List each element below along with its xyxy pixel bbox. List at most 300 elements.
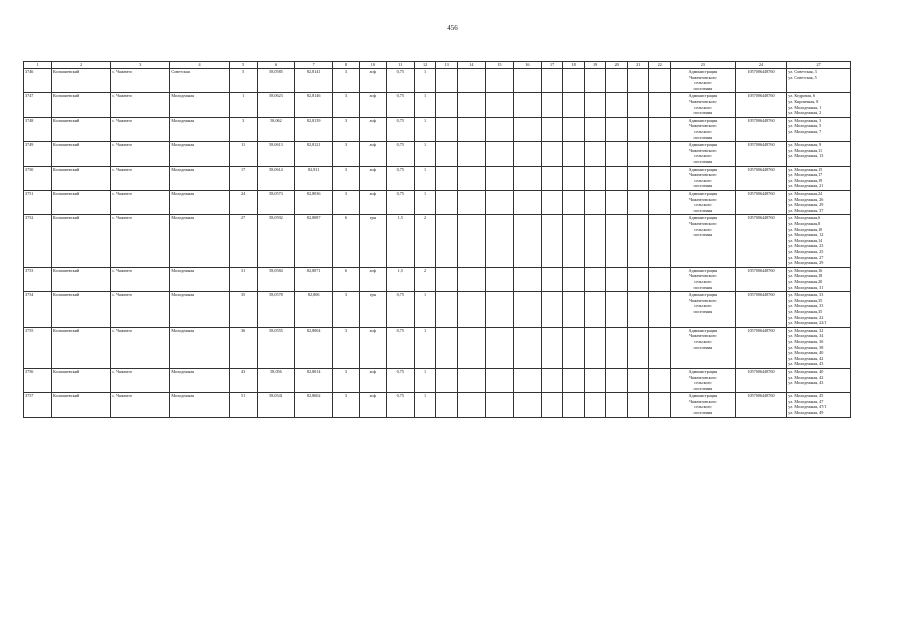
volume-cell: 0,75	[386, 368, 414, 392]
table-row	[24, 166, 851, 190]
column-number: 24	[735, 62, 787, 69]
column-number: 17	[541, 62, 563, 69]
table-row	[24, 142, 851, 166]
address-cell-line: ул. Молодежная, 40	[788, 368, 824, 374]
latitude-cell: 58,0573	[257, 190, 295, 214]
admin-cell	[671, 267, 736, 291]
volume-cell: 0,75	[386, 93, 414, 117]
surface-type-cell: грн	[359, 292, 386, 328]
admin-cell-line: Администрация	[688, 142, 718, 148]
address-cell	[787, 93, 851, 117]
street-cell: Молодежная	[170, 117, 229, 141]
row-id-cell: 3746	[24, 69, 52, 93]
district-cell: Колпашевский	[51, 117, 110, 141]
empty-cell	[457, 93, 485, 117]
admin-cell-line: поселения	[693, 85, 713, 91]
surface-type-cell: асф	[359, 368, 386, 392]
inn-cell: 1057006448760	[735, 368, 787, 392]
admin-cell-line: поселения	[693, 385, 713, 391]
empty-cell	[485, 267, 513, 291]
empty-cell	[563, 93, 585, 117]
admin-cell-line: сельского	[694, 380, 712, 386]
empty-cell	[485, 215, 513, 267]
address-cell-line: ул. Молодежная, 33	[788, 292, 824, 298]
volume-cell: 0,75	[386, 292, 414, 328]
village-cell: с. Чажемто	[111, 117, 170, 141]
empty-cell	[649, 327, 671, 368]
container-count-cell: 1	[414, 292, 436, 328]
admin-cell-line: Чажемтовского	[689, 333, 717, 339]
empty-cell	[513, 93, 541, 117]
empty-cell	[513, 117, 541, 141]
column-number: 18	[563, 62, 585, 69]
address-cell-line: ул. Молодежная, 1	[788, 104, 822, 110]
empty-cell	[541, 267, 563, 291]
address-cell-line: ул. Молодежная, 47/1	[788, 404, 827, 410]
column-number: 20	[606, 62, 628, 69]
column-number: 16	[513, 62, 541, 69]
admin-cell-line: сельского	[694, 80, 712, 86]
column-number-header	[24, 62, 851, 69]
inn-cell: 1057006448760	[735, 93, 787, 117]
empty-cell	[606, 267, 628, 291]
empty-cell	[563, 393, 585, 417]
volume-cell: 1,5	[386, 215, 414, 267]
address-cell-line: ул. Молодежная, 34	[788, 333, 824, 339]
empty-cell	[563, 267, 585, 291]
admin-cell	[671, 327, 736, 368]
column-number: 15	[485, 62, 513, 69]
address-cell-line: ул. Молодежная, 23	[788, 243, 824, 249]
column-number: 6	[257, 62, 295, 69]
admin-cell-line: Администрация	[688, 215, 718, 221]
container-count-cell: 1	[414, 93, 436, 117]
table-row	[24, 215, 851, 267]
empty-cell	[436, 69, 458, 93]
volume-cell: 0,75	[386, 166, 414, 190]
empty-cell	[563, 166, 585, 190]
empty-cell	[457, 142, 485, 166]
longitude-cell: 82,8121	[295, 142, 333, 166]
village-cell: с. Чажемто	[111, 393, 170, 417]
latitude-cell: 58,0555	[257, 327, 295, 368]
empty-cell	[513, 142, 541, 166]
inn-cell: 1057006448760	[735, 267, 787, 291]
column-number: 19	[584, 62, 606, 69]
empty-cell	[627, 117, 649, 141]
admin-cell-line: сельского	[694, 226, 712, 232]
empty-cell	[649, 393, 671, 417]
admin-cell-line: сельского	[694, 153, 712, 159]
address-cell-line: ул. Кедровая, 6	[788, 93, 816, 99]
house-cell: 27	[229, 215, 257, 267]
empty-cell	[584, 393, 606, 417]
latitude-cell: 58,0584	[257, 267, 295, 291]
longitude-cell: 82,8004	[295, 327, 333, 368]
empty-cell	[513, 393, 541, 417]
admin-cell-line: Администрация	[688, 327, 718, 333]
address-cell-line: ул. Молодежная, 22/1	[788, 320, 827, 326]
surface-type-cell: асф	[359, 166, 386, 190]
address-cell-line: ул. Молодежная,24	[788, 190, 823, 196]
count-cell: 3	[333, 368, 360, 392]
longitude-cell: 82,8036	[295, 190, 333, 214]
count-cell: 3	[333, 93, 360, 117]
empty-cell	[485, 142, 513, 166]
house-cell: 17	[229, 166, 257, 190]
empty-cell	[584, 117, 606, 141]
count-cell: 3	[333, 166, 360, 190]
surface-type-cell: асф	[359, 267, 386, 291]
inn-cell: 1057006448760	[735, 166, 787, 190]
latitude-cell: 58,0592	[257, 215, 295, 267]
container-count-cell: 1	[414, 190, 436, 214]
container-count-cell: 1	[414, 69, 436, 93]
row-id-cell: 3749	[24, 142, 52, 166]
longitude-cell: 82,8139	[295, 117, 333, 141]
container-count-cell: 1	[414, 327, 436, 368]
count-cell: 3	[333, 393, 360, 417]
admin-cell-line: Администрация	[688, 393, 718, 399]
column-number: 3	[111, 62, 170, 69]
row-id-cell: 3750	[24, 166, 52, 190]
empty-cell	[541, 142, 563, 166]
inn-cell: 1057006448760	[735, 292, 787, 328]
empty-cell	[649, 142, 671, 166]
village-cell: с. Чажемто	[111, 327, 170, 368]
column-number: 10	[359, 62, 386, 69]
page-number: 456	[447, 24, 458, 32]
house-cell: 36	[229, 327, 257, 368]
column-number: 23	[671, 62, 736, 69]
address-cell-line: ул. Молодежная,35	[788, 297, 823, 303]
empty-cell	[436, 267, 458, 291]
address-cell-line: ул. Молодежная, 27	[788, 254, 824, 260]
empty-cell	[541, 166, 563, 190]
empty-cell	[485, 69, 513, 93]
village-cell: с. Чажемто	[111, 368, 170, 392]
column-number: 21	[627, 62, 649, 69]
empty-cell	[606, 69, 628, 93]
address-cell-line: ул. Молодежная, 47	[788, 398, 824, 404]
empty-cell	[649, 117, 671, 141]
house-cell: 5	[229, 69, 257, 93]
house-cell: 3	[229, 117, 257, 141]
admin-cell-line: Администрация	[688, 292, 718, 298]
empty-cell	[513, 292, 541, 328]
village-cell: с. Чажемто	[111, 166, 170, 190]
address-cell-line: ул. Молодежная,11	[788, 147, 823, 153]
latitude-cell: 58,0578	[257, 292, 295, 328]
address-cell	[787, 327, 851, 368]
address-cell	[787, 368, 851, 392]
street-cell: Молодежная	[170, 393, 229, 417]
admin-cell	[671, 117, 736, 141]
container-count-cell: 1	[414, 117, 436, 141]
surface-type-cell: асф	[359, 142, 386, 166]
surface-type-cell: асф	[359, 190, 386, 214]
empty-cell	[513, 190, 541, 214]
street-cell: Молодежная	[170, 267, 229, 291]
empty-cell	[563, 292, 585, 328]
district-cell: Колпашевский	[51, 215, 110, 267]
admin-cell-line: поселения	[693, 344, 713, 350]
empty-cell	[485, 190, 513, 214]
longitude-cell: 82,8014	[295, 368, 333, 392]
empty-cell	[606, 117, 628, 141]
admin-cell-line: сельского	[694, 278, 712, 284]
street-cell: Молодежная	[170, 215, 229, 267]
empty-cell	[457, 327, 485, 368]
empty-cell	[457, 166, 485, 190]
empty-cell	[436, 166, 458, 190]
address-cell	[787, 267, 851, 291]
empty-cell	[627, 267, 649, 291]
empty-cell	[584, 215, 606, 267]
admin-cell-line: поселения	[693, 284, 713, 290]
volume-cell: 0,75	[386, 327, 414, 368]
empty-cell	[541, 368, 563, 392]
admin-cell-line: сельского	[694, 303, 712, 309]
house-cell: 51	[229, 393, 257, 417]
admin-cell-line: Чажемтовского	[689, 123, 717, 129]
latitude-cell: 58,0614	[257, 166, 295, 190]
district-cell: Колпашевский	[51, 368, 110, 392]
empty-cell	[513, 166, 541, 190]
latitude-cell: 58,0623	[257, 93, 295, 117]
admin-cell-line: Администрация	[688, 267, 718, 273]
district-cell: Колпашевский	[51, 292, 110, 328]
column-number: 27	[787, 62, 851, 69]
empty-cell	[457, 393, 485, 417]
column-number: 2	[51, 62, 110, 69]
admin-cell-line: сельского	[694, 128, 712, 134]
admin-cell-line: поселения	[693, 134, 713, 140]
inn-cell: 1057006448760	[735, 190, 787, 214]
empty-cell	[606, 93, 628, 117]
district-cell: Колпашевский	[51, 327, 110, 368]
address-cell	[787, 117, 851, 141]
address-cell-line: ул. Молодежная, 42	[788, 355, 824, 361]
table-row	[24, 267, 851, 291]
empty-cell	[627, 142, 649, 166]
address-cell	[787, 142, 851, 166]
empty-cell	[436, 368, 458, 392]
address-cell-line: ул. Молодежная, 22	[788, 314, 824, 320]
empty-cell	[606, 368, 628, 392]
address-cell-line: ул. Молодежная, 38	[788, 344, 824, 350]
empty-cell	[649, 267, 671, 291]
address-cell-line: ул. Молодежная, 33	[788, 303, 824, 309]
inn-cell: 1057006448760	[735, 393, 787, 417]
longitude-cell: 82,8087	[295, 215, 333, 267]
street-cell: Молодежная	[170, 190, 229, 214]
admin-cell-line: Администрация	[688, 166, 718, 172]
admin-cell-line: поселения	[693, 232, 713, 238]
empty-cell	[606, 292, 628, 328]
surface-type-cell: асф	[359, 69, 386, 93]
row-id-cell: 3754	[24, 292, 52, 328]
empty-cell	[485, 117, 513, 141]
admin-cell	[671, 215, 736, 267]
empty-cell	[649, 69, 671, 93]
row-id-cell: 3753	[24, 267, 52, 291]
count-cell: 3	[333, 292, 360, 328]
latitude-cell: 58,0585	[257, 69, 295, 93]
empty-cell	[584, 69, 606, 93]
admin-cell	[671, 93, 736, 117]
empty-cell	[584, 327, 606, 368]
admin-cell	[671, 166, 736, 190]
admin-cell	[671, 190, 736, 214]
empty-cell	[457, 292, 485, 328]
table-row	[24, 117, 851, 141]
surface-type-cell: грн	[359, 215, 386, 267]
latitude-cell: 58,0613	[257, 142, 295, 166]
admin-cell-line: поселения	[693, 410, 713, 416]
house-cell: 1	[229, 93, 257, 117]
address-cell-line: ул. Молодежная, 42	[788, 374, 824, 380]
surface-type-cell: асф	[359, 393, 386, 417]
empty-cell	[627, 166, 649, 190]
volume-cell: 1,5	[386, 267, 414, 291]
empty-cell	[436, 142, 458, 166]
empty-cell	[541, 215, 563, 267]
container-count-cell: 2	[414, 267, 436, 291]
address-cell-line: ул. Кирпичная, 8	[788, 98, 819, 104]
admin-cell	[671, 393, 736, 417]
empty-cell	[584, 368, 606, 392]
admin-cell	[671, 69, 736, 93]
table-row	[24, 327, 851, 368]
table-row	[24, 190, 851, 214]
count-cell: 3	[333, 117, 360, 141]
address-cell-line: ул. Молодежная,35	[788, 308, 823, 314]
admin-cell-line: Чажемтовского	[689, 98, 717, 104]
column-number: 11	[386, 62, 414, 69]
latitude-cell: 58,056	[257, 368, 295, 392]
empty-cell	[649, 190, 671, 214]
count-cell: 3	[333, 190, 360, 214]
surface-type-cell: асф	[359, 93, 386, 117]
street-cell: Молодежная	[170, 327, 229, 368]
row-id-cell: 3752	[24, 215, 52, 267]
district-cell: Колпашевский	[51, 166, 110, 190]
volume-cell: 0,75	[386, 117, 414, 141]
empty-cell	[457, 267, 485, 291]
admin-cell-line: Администрация	[688, 368, 718, 374]
column-number: 4	[170, 62, 229, 69]
row-id-cell: 3751	[24, 190, 52, 214]
empty-cell	[563, 327, 585, 368]
admin-cell-line: Чажемтовского	[689, 398, 717, 404]
empty-cell	[457, 117, 485, 141]
address-cell-line: ул. Молодежная,18	[788, 273, 823, 279]
address-cell-line: ул. Молодежная, 12	[788, 232, 824, 238]
address-cell-line: ул. Молодежная,19	[788, 177, 823, 183]
village-cell: с. Чажемто	[111, 292, 170, 328]
empty-cell	[513, 69, 541, 93]
address-cell-line: ул. Молодежная, 36	[788, 338, 824, 344]
address-cell-line: ул. Молодежная, 29	[788, 260, 824, 266]
table-row	[24, 69, 851, 93]
inn-cell: 1057006448760	[735, 117, 787, 141]
surface-type-cell: асф	[359, 117, 386, 141]
longitude-cell: 82,806	[295, 292, 333, 328]
empty-cell	[436, 117, 458, 141]
longitude-cell: 82,8146	[295, 93, 333, 117]
admin-cell-line: Чажемтовского	[689, 172, 717, 178]
admin-cell-line: сельского	[694, 202, 712, 208]
address-cell	[787, 69, 851, 93]
house-cell: 43	[229, 368, 257, 392]
empty-cell	[584, 166, 606, 190]
address-cell-line: ул. Молодежная,14	[788, 237, 823, 243]
admin-cell-line: поселения	[693, 158, 713, 164]
empty-cell	[563, 190, 585, 214]
volume-cell: 0,75	[386, 69, 414, 93]
empty-cell	[541, 190, 563, 214]
admin-cell	[671, 368, 736, 392]
registry-table	[23, 61, 851, 418]
admin-cell-line: поселения	[693, 207, 713, 213]
row-id-cell: 3747	[24, 93, 52, 117]
longitude-cell: 82,8141	[295, 69, 333, 93]
empty-cell	[485, 292, 513, 328]
district-cell: Колпашевский	[51, 69, 110, 93]
village-cell: с. Чажемто	[111, 267, 170, 291]
admin-cell-line: Чажемтовского	[689, 196, 717, 202]
address-cell-line: ул. Молодежная,10	[788, 226, 823, 232]
empty-cell	[457, 368, 485, 392]
admin-cell-line: поселения	[693, 308, 713, 314]
house-cell: 31	[229, 267, 257, 291]
admin-cell-line: Администрация	[688, 190, 718, 196]
longitude-cell: 82,811	[295, 166, 333, 190]
empty-cell	[627, 93, 649, 117]
admin-cell	[671, 292, 736, 328]
district-cell: Колпашевский	[51, 267, 110, 291]
row-id-cell: 3755	[24, 327, 52, 368]
house-cell: 11	[229, 142, 257, 166]
empty-cell	[584, 142, 606, 166]
inn-cell: 1057006448760	[735, 215, 787, 267]
admin-cell-line: Чажемтовского	[689, 147, 717, 153]
empty-cell	[627, 327, 649, 368]
address-cell-line: ул. Молодежная, 40	[788, 350, 824, 356]
inn-cell: 1057006448760	[735, 327, 787, 368]
empty-cell	[541, 292, 563, 328]
column-number: 22	[649, 62, 671, 69]
address-cell-line: ул. Молодежная, 43	[788, 361, 824, 367]
column-number: 13	[436, 62, 458, 69]
empty-cell	[485, 166, 513, 190]
column-number: 5	[229, 62, 257, 69]
empty-cell	[436, 190, 458, 214]
address-cell-line: ул. Советская, 5	[788, 74, 817, 80]
empty-cell	[606, 142, 628, 166]
address-cell	[787, 190, 851, 214]
table-body	[24, 69, 851, 418]
address-cell-line: ул. Молодежная,16	[788, 267, 823, 273]
district-cell: Колпашевский	[51, 393, 110, 417]
empty-cell	[606, 215, 628, 267]
address-cell-line: ул. Молодежная,20	[788, 278, 823, 284]
address-cell-line: ул. Молодежная, 43	[788, 380, 824, 386]
village-cell: с. Чажемто	[111, 215, 170, 267]
longitude-cell: 82,8602	[295, 393, 333, 417]
count-cell: 6	[333, 215, 360, 267]
